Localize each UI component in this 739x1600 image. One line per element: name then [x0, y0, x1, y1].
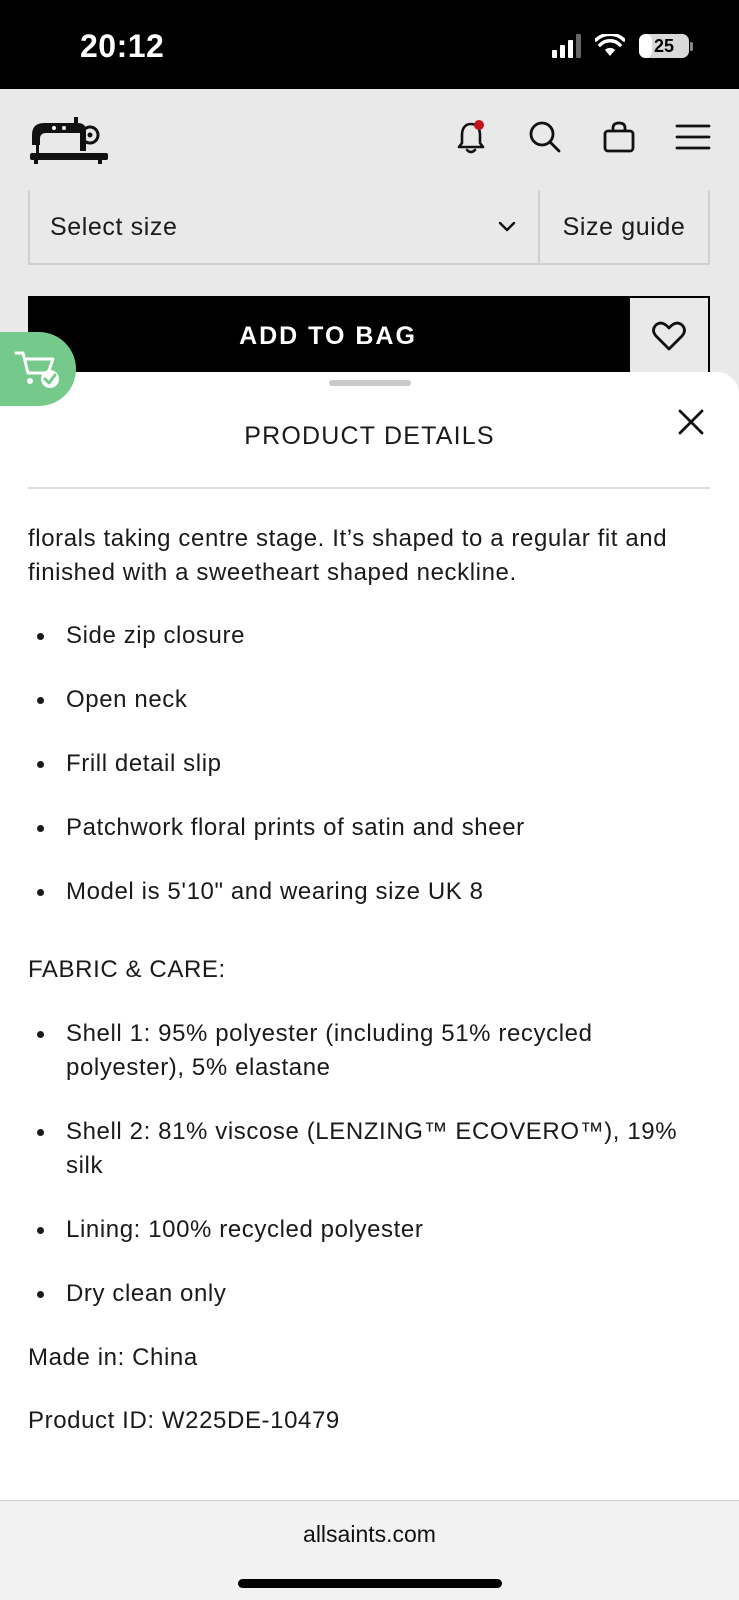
status-icons — [552, 34, 693, 58]
site-header — [0, 89, 739, 191]
wifi-icon — [595, 34, 625, 58]
chevron-down-icon — [498, 221, 516, 233]
size-select-label: Select size — [50, 212, 178, 241]
size-row — [28, 191, 710, 265]
sheet-title: PRODUCT DETAILS — [244, 422, 495, 450]
list-item: Model is 5'10" and wearing size UK 8 — [28, 875, 710, 909]
list-item: Frill detail slip — [28, 747, 710, 781]
sewing-machine-logo[interactable] — [28, 113, 110, 165]
product-details-sheet — [0, 372, 739, 1500]
cart-check-icon — [14, 347, 62, 391]
list-item: Shell 1: 95% polyester (including 51% recycled polyester), 5% elastane — [28, 1017, 710, 1085]
close-button[interactable] — [671, 402, 711, 442]
home-indicator[interactable] — [238, 1579, 502, 1588]
made-in-text: Made in: China — [28, 1344, 198, 1371]
feature-list — [28, 619, 710, 909]
menu-icon[interactable] — [675, 119, 711, 155]
floating-cart-button[interactable] — [0, 332, 76, 406]
status-bar — [0, 0, 739, 89]
sheet-grabber[interactable] — [329, 380, 411, 386]
battery-level: 25 — [653, 35, 675, 56]
add-to-bag-button[interactable]: ADD TO BAG — [28, 296, 628, 376]
battery-fill — [639, 34, 652, 58]
list-item: Dry clean only — [28, 1277, 710, 1311]
close-icon — [677, 408, 705, 436]
browser-bar — [0, 1500, 739, 1600]
size-select[interactable] — [30, 191, 540, 263]
wishlist-button[interactable] — [628, 296, 710, 376]
header-icons — [453, 119, 711, 155]
heart-icon — [652, 321, 686, 351]
signal-icon — [552, 34, 581, 58]
list-item: Side zip closure — [28, 619, 710, 653]
add-to-bag-row — [28, 296, 710, 376]
product-id-text: Product ID: W225DE-10479 — [28, 1407, 340, 1434]
list-item: Patchwork floral prints of satin and sheer — [28, 811, 710, 845]
size-guide-button[interactable]: Size guide — [562, 212, 686, 241]
divider — [28, 487, 710, 489]
details-content — [28, 522, 710, 1438]
bell-icon[interactable] — [453, 119, 489, 155]
list-item: Lining: 100% recycled polyester — [28, 1213, 710, 1247]
status-time: 20:12 — [80, 28, 165, 64]
list-item: Shell 2: 81% viscose (LENZING™ ECOVERO™), 19% silk — [28, 1115, 710, 1183]
battery-icon — [639, 34, 693, 58]
url-bar[interactable]: allsaints.com — [303, 1521, 436, 1547]
fabric-care-heading: FABRIC & CARE: — [28, 956, 226, 983]
search-icon[interactable] — [527, 119, 563, 155]
list-item: Open neck — [28, 683, 710, 717]
notification-dot — [474, 120, 484, 130]
bag-icon[interactable] — [601, 119, 637, 155]
fabric-list — [28, 1017, 710, 1311]
description-text: florals taking centre stage. It’s shaped to a regular fit and finished with a sweetheart shaped neckline. — [28, 525, 668, 586]
